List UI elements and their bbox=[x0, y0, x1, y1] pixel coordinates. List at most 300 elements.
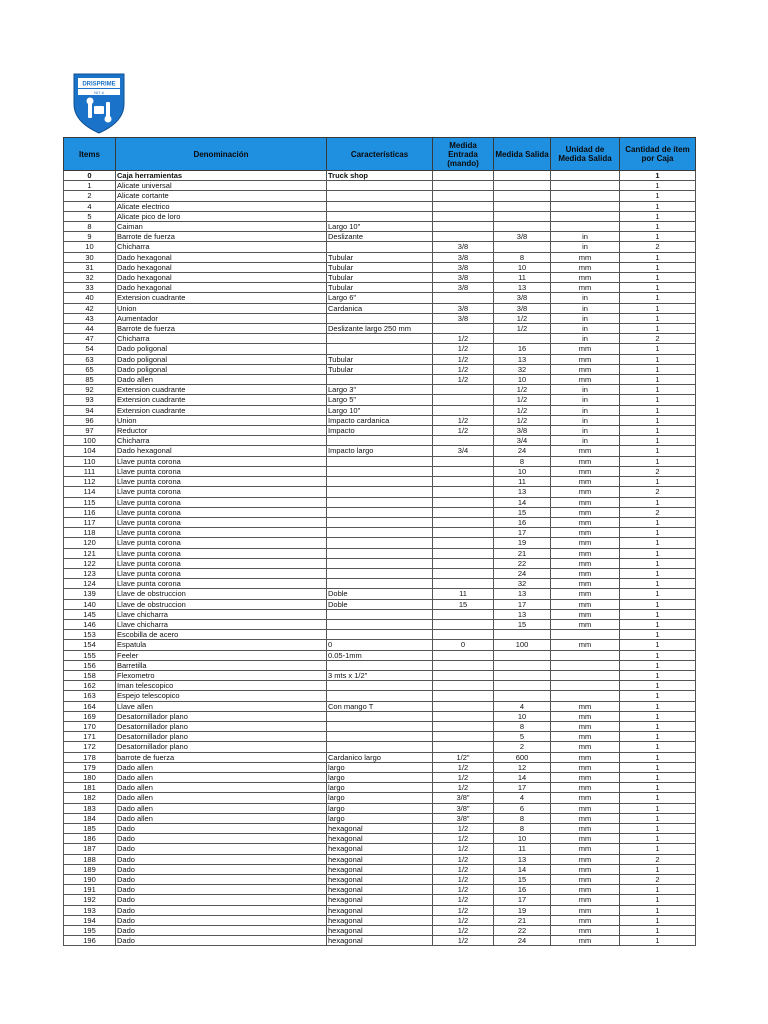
cell-medida-salida: 12 bbox=[494, 762, 551, 772]
cell-denominacion: Dado poligonal bbox=[116, 354, 327, 364]
cell-caracteristicas bbox=[327, 558, 433, 568]
cell-unidad bbox=[551, 171, 620, 181]
cell-unidad: mm bbox=[551, 752, 620, 762]
cell-caracteristicas bbox=[327, 477, 433, 487]
cell-cantidad: 1 bbox=[620, 681, 696, 691]
cell-medida-entrada bbox=[433, 609, 494, 619]
cell-item: 31 bbox=[64, 262, 116, 272]
cell-item: 183 bbox=[64, 803, 116, 813]
cell-cantidad: 1 bbox=[620, 538, 696, 548]
table-row bbox=[64, 742, 696, 752]
cell-unidad: mm bbox=[551, 548, 620, 558]
table-row bbox=[64, 385, 696, 395]
cell-caracteristicas bbox=[327, 711, 433, 721]
cell-medida-entrada: 1/2 bbox=[433, 344, 494, 354]
cell-denominacion: Dado bbox=[116, 844, 327, 854]
table-row bbox=[64, 772, 696, 782]
cell-caracteristicas bbox=[327, 517, 433, 527]
cell-medida-salida: 1/2 bbox=[494, 405, 551, 415]
table-row bbox=[64, 171, 696, 181]
cell-denominacion: Dado poligonal bbox=[116, 344, 327, 354]
cell-cantidad: 1 bbox=[620, 762, 696, 772]
cell-cantidad: 1 bbox=[620, 497, 696, 507]
table-row bbox=[64, 293, 696, 303]
cell-medida-salida: 16 bbox=[494, 344, 551, 354]
cell-item: 186 bbox=[64, 834, 116, 844]
cell-unidad bbox=[551, 191, 620, 201]
cell-denominacion: Llave punta corona bbox=[116, 579, 327, 589]
cell-medida-salida: 17 bbox=[494, 599, 551, 609]
cell-cantidad: 1 bbox=[620, 354, 696, 364]
cell-caracteristicas bbox=[327, 507, 433, 517]
cell-denominacion: Chicharra bbox=[116, 436, 327, 446]
cell-caracteristicas: hexagonal bbox=[327, 905, 433, 915]
cell-cantidad: 2 bbox=[620, 487, 696, 497]
cell-medida-salida: 3/8 bbox=[494, 426, 551, 436]
cell-item: 33 bbox=[64, 283, 116, 293]
table-row bbox=[64, 895, 696, 905]
table-row bbox=[64, 854, 696, 864]
cell-cantidad: 1 bbox=[620, 599, 696, 609]
cell-medida-salida bbox=[494, 650, 551, 660]
cell-medida-salida: 2 bbox=[494, 742, 551, 752]
cell-medida-salida: 3/8 bbox=[494, 232, 551, 242]
cell-cantidad: 1 bbox=[620, 456, 696, 466]
cell-caracteristicas: Tubular bbox=[327, 283, 433, 293]
cell-unidad: mm bbox=[551, 721, 620, 731]
cell-medida-salida: 8 bbox=[494, 813, 551, 823]
cell-medida-entrada: 1/2 bbox=[433, 783, 494, 793]
table-row bbox=[64, 691, 696, 701]
cell-unidad: mm bbox=[551, 732, 620, 742]
cell-unidad: mm bbox=[551, 579, 620, 589]
cell-denominacion: Union bbox=[116, 303, 327, 313]
cell-medida-salida: 3/4 bbox=[494, 436, 551, 446]
cell-medida-entrada: 1/2 bbox=[433, 364, 494, 374]
cell-caracteristicas bbox=[327, 456, 433, 466]
cell-cantidad: 1 bbox=[620, 803, 696, 813]
cell-item: 10 bbox=[64, 242, 116, 252]
cell-unidad: mm bbox=[551, 640, 620, 650]
table-row bbox=[64, 334, 696, 344]
cell-item: 8 bbox=[64, 222, 116, 232]
cell-medida-salida: 4 bbox=[494, 793, 551, 803]
cell-unidad: mm bbox=[551, 783, 620, 793]
cell-medida-entrada: 3/8" bbox=[433, 803, 494, 813]
cell-medida-salida bbox=[494, 334, 551, 344]
cell-unidad: mm bbox=[551, 803, 620, 813]
header-unidad-medida: Unidad de Medida Salida bbox=[551, 138, 620, 171]
cell-medida-entrada: 3/8" bbox=[433, 813, 494, 823]
cell-denominacion: Llave punta corona bbox=[116, 568, 327, 578]
cell-caracteristicas bbox=[327, 579, 433, 589]
cell-item: 42 bbox=[64, 303, 116, 313]
cell-denominacion: Llave de obstruccion bbox=[116, 599, 327, 609]
table-row bbox=[64, 222, 696, 232]
table-row bbox=[64, 793, 696, 803]
table-row bbox=[64, 905, 696, 915]
table-row bbox=[64, 364, 696, 374]
cell-cantidad: 1 bbox=[620, 701, 696, 711]
cell-denominacion: Llave chicharra bbox=[116, 619, 327, 629]
cell-unidad bbox=[551, 181, 620, 191]
cell-medida-entrada bbox=[433, 191, 494, 201]
cell-caracteristicas: hexagonal bbox=[327, 885, 433, 895]
cell-denominacion: Llave punta corona bbox=[116, 477, 327, 487]
cell-medida-salida: 16 bbox=[494, 885, 551, 895]
cell-unidad bbox=[551, 691, 620, 701]
cell-cantidad: 1 bbox=[620, 273, 696, 283]
cell-cantidad: 1 bbox=[620, 375, 696, 385]
cell-item: 32 bbox=[64, 273, 116, 283]
cell-cantidad: 1 bbox=[620, 415, 696, 425]
cell-medida-salida: 24 bbox=[494, 446, 551, 456]
table-row bbox=[64, 211, 696, 221]
cell-denominacion: Dado bbox=[116, 895, 327, 905]
cell-caracteristicas: hexagonal bbox=[327, 936, 433, 946]
table-row bbox=[64, 446, 696, 456]
cell-unidad bbox=[551, 660, 620, 670]
cell-medida-entrada bbox=[433, 691, 494, 701]
table-row bbox=[64, 824, 696, 834]
cell-item: 115 bbox=[64, 497, 116, 507]
cell-medida-salida: 1/2 bbox=[494, 415, 551, 425]
cell-medida-salida bbox=[494, 242, 551, 252]
cell-denominacion: Llave punta corona bbox=[116, 517, 327, 527]
cell-medida-entrada bbox=[433, 579, 494, 589]
cell-cantidad: 2 bbox=[620, 466, 696, 476]
cell-cantidad: 1 bbox=[620, 426, 696, 436]
cell-denominacion: Dado bbox=[116, 864, 327, 874]
cell-caracteristicas: largo bbox=[327, 762, 433, 772]
cell-item: 0 bbox=[64, 171, 116, 181]
cell-medida-salida: 15 bbox=[494, 507, 551, 517]
cell-cantidad: 1 bbox=[620, 732, 696, 742]
cell-caracteristicas: Cardanico largo bbox=[327, 752, 433, 762]
cell-medida-entrada: 1/2 bbox=[433, 772, 494, 782]
cell-item: 5 bbox=[64, 211, 116, 221]
cell-denominacion: Desatornillador plano bbox=[116, 742, 327, 752]
cell-unidad: mm bbox=[551, 344, 620, 354]
cell-unidad: mm bbox=[551, 528, 620, 538]
cell-unidad: in bbox=[551, 232, 620, 242]
cell-medida-salida bbox=[494, 691, 551, 701]
cell-medida-entrada bbox=[433, 538, 494, 548]
cell-unidad: mm bbox=[551, 915, 620, 925]
cell-item: 170 bbox=[64, 721, 116, 731]
cell-caracteristicas bbox=[327, 497, 433, 507]
cell-denominacion: Extension cuadrante bbox=[116, 385, 327, 395]
cell-cantidad: 1 bbox=[620, 885, 696, 895]
cell-cantidad: 1 bbox=[620, 548, 696, 558]
cell-medida-salida: 11 bbox=[494, 273, 551, 283]
cell-caracteristicas bbox=[327, 732, 433, 742]
cell-caracteristicas: Impacto bbox=[327, 426, 433, 436]
cell-denominacion: Dado bbox=[116, 936, 327, 946]
cell-denominacion: Dado bbox=[116, 926, 327, 936]
cell-medida-salida: 5 bbox=[494, 732, 551, 742]
cell-unidad: mm bbox=[551, 905, 620, 915]
cell-item: 63 bbox=[64, 354, 116, 364]
table-row bbox=[64, 885, 696, 895]
cell-unidad: mm bbox=[551, 487, 620, 497]
cell-unidad: mm bbox=[551, 252, 620, 262]
cell-denominacion: Caiman bbox=[116, 222, 327, 232]
table-row bbox=[64, 762, 696, 772]
table-row bbox=[64, 834, 696, 844]
cell-unidad: in bbox=[551, 436, 620, 446]
cell-item: 196 bbox=[64, 936, 116, 946]
cell-denominacion: Dado bbox=[116, 875, 327, 885]
cell-unidad bbox=[551, 211, 620, 221]
cell-item: 112 bbox=[64, 477, 116, 487]
table-row bbox=[64, 303, 696, 313]
cell-medida-salida: 14 bbox=[494, 864, 551, 874]
cell-medida-salida: 10 bbox=[494, 711, 551, 721]
cell-unidad: in bbox=[551, 242, 620, 252]
cell-item: 100 bbox=[64, 436, 116, 446]
cell-item: 145 bbox=[64, 609, 116, 619]
table-row bbox=[64, 609, 696, 619]
table-row bbox=[64, 283, 696, 293]
cell-item: 193 bbox=[64, 905, 116, 915]
cell-medida-entrada: 1/2 bbox=[433, 885, 494, 895]
shield-logo-icon bbox=[70, 70, 128, 136]
cell-caracteristicas: largo bbox=[327, 793, 433, 803]
cell-caracteristicas: Tubular bbox=[327, 354, 433, 364]
cell-item: 139 bbox=[64, 589, 116, 599]
cell-unidad: mm bbox=[551, 813, 620, 823]
cell-cantidad: 1 bbox=[620, 232, 696, 242]
cell-unidad: in bbox=[551, 426, 620, 436]
cell-denominacion: Alicate universal bbox=[116, 181, 327, 191]
cell-denominacion: Dado hexagonal bbox=[116, 283, 327, 293]
cell-medida-entrada: 1/2 bbox=[433, 854, 494, 864]
table-row bbox=[64, 650, 696, 660]
table-row bbox=[64, 875, 696, 885]
cell-cantidad: 1 bbox=[620, 222, 696, 232]
cell-medida-salida: 1/2 bbox=[494, 395, 551, 405]
cell-unidad: in bbox=[551, 405, 620, 415]
cell-caracteristicas: Impacto cardanica bbox=[327, 415, 433, 425]
cell-medida-salida bbox=[494, 171, 551, 181]
header-denominacion: Denominación bbox=[116, 138, 327, 171]
cell-cantidad: 1 bbox=[620, 844, 696, 854]
cell-item: 189 bbox=[64, 864, 116, 874]
cell-medida-entrada: 1/2 bbox=[433, 415, 494, 425]
table-body bbox=[64, 171, 696, 946]
cell-caracteristicas: hexagonal bbox=[327, 915, 433, 925]
cell-caracteristicas: Deslizante largo 250 mm bbox=[327, 324, 433, 334]
cell-caracteristicas: hexagonal bbox=[327, 864, 433, 874]
cell-denominacion: Dado allen bbox=[116, 783, 327, 793]
cell-cantidad: 1 bbox=[620, 517, 696, 527]
table-row bbox=[64, 548, 696, 558]
cell-medida-salida: 14 bbox=[494, 772, 551, 782]
header-medida-salida: Medida Salida bbox=[494, 138, 551, 171]
cell-denominacion: Espejo telescopico bbox=[116, 691, 327, 701]
cell-cantidad: 1 bbox=[620, 313, 696, 323]
cell-medida-entrada: 3/8 bbox=[433, 262, 494, 272]
cell-medida-salida: 21 bbox=[494, 548, 551, 558]
cell-medida-entrada: 11 bbox=[433, 589, 494, 599]
cell-caracteristicas: hexagonal bbox=[327, 824, 433, 834]
cell-medida-salida: 24 bbox=[494, 568, 551, 578]
table-row bbox=[64, 936, 696, 946]
cell-unidad: mm bbox=[551, 599, 620, 609]
cell-caracteristicas bbox=[327, 344, 433, 354]
cell-denominacion: Escobilla de acero bbox=[116, 630, 327, 640]
cell-denominacion: Llave allen bbox=[116, 701, 327, 711]
cell-medida-entrada: 1/2 bbox=[433, 375, 494, 385]
cell-medida-salida bbox=[494, 191, 551, 201]
table-row bbox=[64, 619, 696, 629]
cell-cantidad: 1 bbox=[620, 793, 696, 803]
cell-caracteristicas: Doble bbox=[327, 599, 433, 609]
cell-item: 65 bbox=[64, 364, 116, 374]
cell-medida-entrada bbox=[433, 660, 494, 670]
cell-cantidad: 1 bbox=[620, 477, 696, 487]
cell-denominacion: Barrote de fuerza bbox=[116, 324, 327, 334]
cell-caracteristicas: Largo 3" bbox=[327, 385, 433, 395]
cell-item: 40 bbox=[64, 293, 116, 303]
cell-denominacion: Llave punta corona bbox=[116, 548, 327, 558]
cell-caracteristicas: Tubular bbox=[327, 252, 433, 262]
table-row bbox=[64, 487, 696, 497]
cell-medida-salida bbox=[494, 630, 551, 640]
cell-denominacion: Barretilla bbox=[116, 660, 327, 670]
cell-medida-entrada bbox=[433, 630, 494, 640]
cell-denominacion: Espatula bbox=[116, 640, 327, 650]
cell-caracteristicas bbox=[327, 211, 433, 221]
cell-caracteristicas: Doble bbox=[327, 589, 433, 599]
cell-item: 104 bbox=[64, 446, 116, 456]
cell-caracteristicas bbox=[327, 691, 433, 701]
cell-item: 158 bbox=[64, 670, 116, 680]
cell-cantidad: 1 bbox=[620, 772, 696, 782]
cell-medida-salida: 8 bbox=[494, 252, 551, 262]
cell-denominacion: Dado hexagonal bbox=[116, 262, 327, 272]
cell-cantidad: 1 bbox=[620, 303, 696, 313]
cell-unidad: mm bbox=[551, 834, 620, 844]
cell-unidad: mm bbox=[551, 926, 620, 936]
cell-denominacion: Dado hexagonal bbox=[116, 446, 327, 456]
cell-caracteristicas bbox=[327, 466, 433, 476]
cell-item: 195 bbox=[64, 926, 116, 936]
table-row bbox=[64, 721, 696, 731]
cell-denominacion: Dado allen bbox=[116, 793, 327, 803]
cell-medida-entrada: 1/2 bbox=[433, 875, 494, 885]
cell-item: 122 bbox=[64, 558, 116, 568]
header-items: Items bbox=[64, 138, 116, 171]
cell-medida-salida: 13 bbox=[494, 609, 551, 619]
table-row bbox=[64, 589, 696, 599]
cell-medida-entrada: 1/2 bbox=[433, 334, 494, 344]
cell-cantidad: 1 bbox=[620, 568, 696, 578]
table-row bbox=[64, 701, 696, 711]
cell-unidad: mm bbox=[551, 701, 620, 711]
cell-caracteristicas: hexagonal bbox=[327, 926, 433, 936]
table-row bbox=[64, 528, 696, 538]
cell-unidad: mm bbox=[551, 711, 620, 721]
cell-cantidad: 1 bbox=[620, 181, 696, 191]
table-row bbox=[64, 864, 696, 874]
cell-unidad: in bbox=[551, 293, 620, 303]
cell-item: 124 bbox=[64, 579, 116, 589]
cell-medida-entrada: 3/8 bbox=[433, 242, 494, 252]
cell-denominacion: Dado bbox=[116, 834, 327, 844]
cell-medida-salida: 10 bbox=[494, 834, 551, 844]
cell-item: 156 bbox=[64, 660, 116, 670]
cell-denominacion: Llave punta corona bbox=[116, 456, 327, 466]
cell-medida-entrada bbox=[433, 436, 494, 446]
cell-item: 30 bbox=[64, 252, 116, 262]
cell-cantidad: 1 bbox=[620, 558, 696, 568]
cell-medida-salida: 600 bbox=[494, 752, 551, 762]
cell-medida-salida: 13 bbox=[494, 854, 551, 864]
cell-denominacion: Dado hexagonal bbox=[116, 252, 327, 262]
cell-denominacion: Dado bbox=[116, 885, 327, 895]
cell-medida-entrada bbox=[433, 232, 494, 242]
cell-unidad: in bbox=[551, 303, 620, 313]
cell-item: 140 bbox=[64, 599, 116, 609]
cell-item: 164 bbox=[64, 701, 116, 711]
table-row bbox=[64, 926, 696, 936]
cell-denominacion: Chicharra bbox=[116, 334, 327, 344]
cell-medida-entrada bbox=[433, 487, 494, 497]
cell-item: 1 bbox=[64, 181, 116, 191]
cell-denominacion: Dado allen bbox=[116, 762, 327, 772]
cell-denominacion: barrote de fuerza bbox=[116, 752, 327, 762]
cell-medida-salida: 3/8 bbox=[494, 303, 551, 313]
cell-item: 120 bbox=[64, 538, 116, 548]
cell-medida-entrada: 3/8 bbox=[433, 273, 494, 283]
cell-cantidad: 1 bbox=[620, 630, 696, 640]
cell-medida-salida: 19 bbox=[494, 538, 551, 548]
table-row bbox=[64, 630, 696, 640]
table-row bbox=[64, 395, 696, 405]
cell-cantidad: 1 bbox=[620, 813, 696, 823]
table-row bbox=[64, 273, 696, 283]
cell-caracteristicas bbox=[327, 201, 433, 211]
cell-unidad bbox=[551, 222, 620, 232]
cell-unidad: mm bbox=[551, 446, 620, 456]
cell-medida-salida: 13 bbox=[494, 589, 551, 599]
cell-cantidad: 1 bbox=[620, 926, 696, 936]
cell-cantidad: 2 bbox=[620, 854, 696, 864]
cell-denominacion: Dado allen bbox=[116, 772, 327, 782]
cell-medida-entrada: 3/4 bbox=[433, 446, 494, 456]
cell-denominacion: Dado bbox=[116, 854, 327, 864]
cell-unidad: mm bbox=[551, 568, 620, 578]
cell-medida-entrada: 1/2" bbox=[433, 752, 494, 762]
cell-item: 178 bbox=[64, 752, 116, 762]
cell-medida-entrada bbox=[433, 395, 494, 405]
cell-unidad: mm bbox=[551, 354, 620, 364]
cell-caracteristicas bbox=[327, 548, 433, 558]
cell-cantidad: 1 bbox=[620, 752, 696, 762]
cell-unidad bbox=[551, 670, 620, 680]
cell-unidad: mm bbox=[551, 936, 620, 946]
cell-denominacion: Dado allen bbox=[116, 375, 327, 385]
cell-caracteristicas bbox=[327, 721, 433, 731]
cell-medida-salida: 19 bbox=[494, 905, 551, 915]
table-row bbox=[64, 670, 696, 680]
table-row bbox=[64, 242, 696, 252]
cell-caracteristicas: largo bbox=[327, 813, 433, 823]
cell-medida-salida: 1/2 bbox=[494, 313, 551, 323]
cell-denominacion: Alicate cortante bbox=[116, 191, 327, 201]
